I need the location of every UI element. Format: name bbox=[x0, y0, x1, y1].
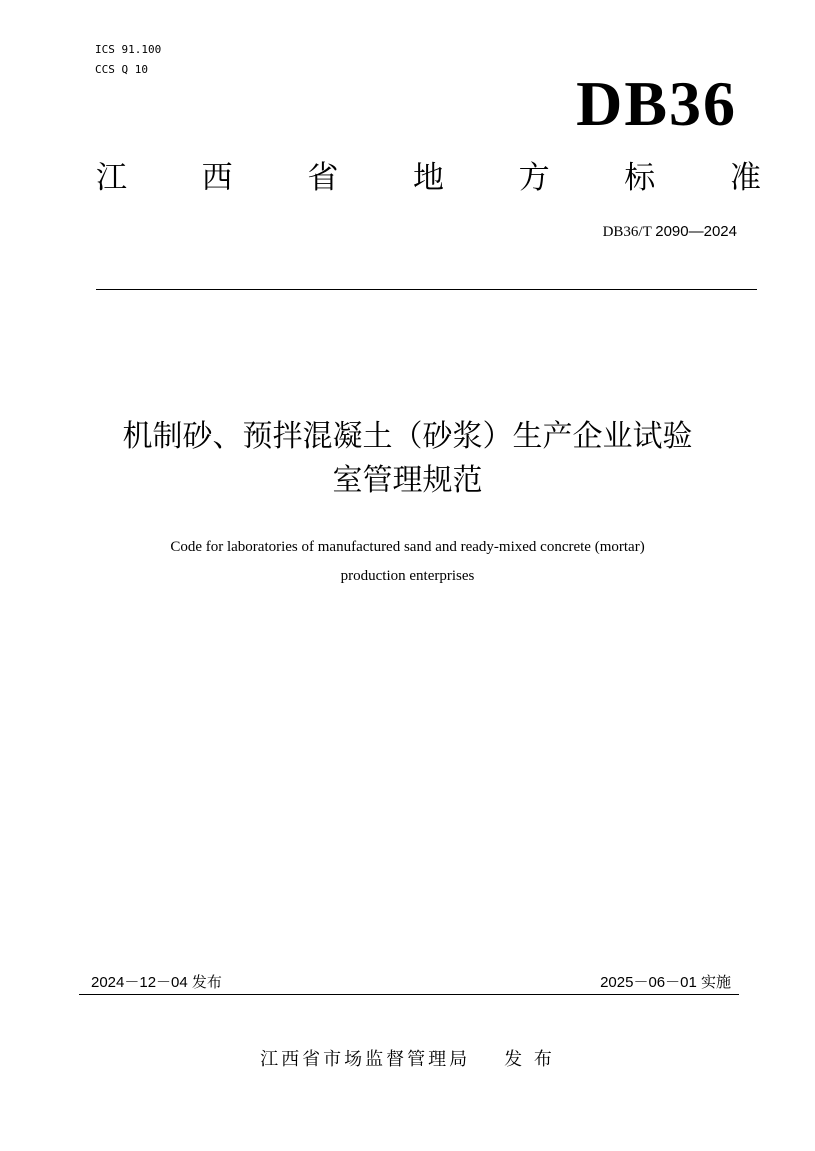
english-title-line: Code for laboratories of manufactured sand and ready-mixed concrete (mortar) bbox=[170, 539, 645, 555]
english-title-line: production enterprises bbox=[340, 568, 475, 584]
implementation-date: 2025－06－01 实施 bbox=[600, 974, 731, 991]
standard-number-value: 2090—2024 bbox=[655, 223, 737, 240]
publish-label: 发 布 bbox=[504, 1049, 555, 1070]
issue-date: 2024－12－04 发布 bbox=[91, 974, 222, 991]
category-char: 江 bbox=[96, 160, 127, 196]
ccs-code: CCS Q 10 bbox=[95, 63, 148, 76]
publisher-name: 江西省市场监督管理局 bbox=[260, 1049, 471, 1070]
english-title bbox=[60, 533, 755, 591]
chinese-title bbox=[60, 415, 755, 503]
publisher-line bbox=[0, 1047, 815, 1073]
standard-category bbox=[96, 158, 761, 198]
ics-code: ICS 91.100 bbox=[95, 43, 162, 56]
category-char: 省 bbox=[307, 160, 339, 196]
category-char: 准 bbox=[729, 160, 761, 196]
standard-number bbox=[603, 222, 737, 242]
category-char: 西 bbox=[201, 160, 233, 196]
top-divider bbox=[96, 289, 757, 290]
category-char: 方 bbox=[518, 160, 550, 196]
category-char: 标 bbox=[624, 160, 656, 196]
bottom-divider bbox=[79, 994, 739, 995]
chinese-title-line: 机制砂、预拌混凝土（砂浆）生产企业试验 bbox=[122, 419, 693, 454]
chinese-title-line: 室管理规范 bbox=[332, 463, 483, 498]
category-char: 地 bbox=[412, 160, 444, 196]
standard-prefix: DB36/T bbox=[602, 224, 652, 240]
standard-logo: DB36 bbox=[576, 68, 737, 139]
